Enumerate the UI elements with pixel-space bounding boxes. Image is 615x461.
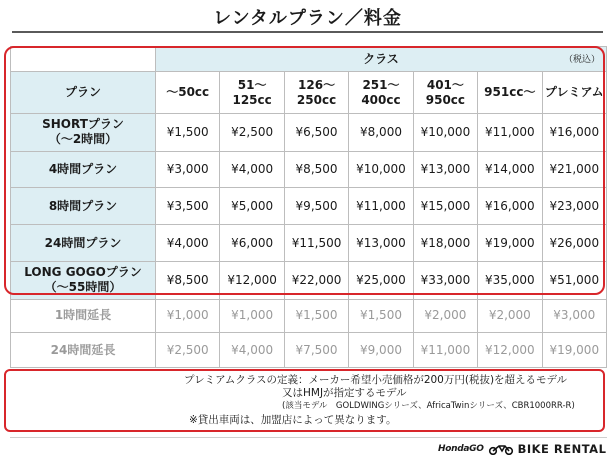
- plan-row: [11, 114, 607, 152]
- price-cell: ¥5,000: [220, 188, 284, 225]
- price-cell: ¥13,000: [413, 151, 477, 188]
- class-column-header: 251～ 400cc: [349, 72, 413, 114]
- price-cell: ¥19,000: [542, 333, 606, 368]
- price-cell: ¥9,000: [349, 333, 413, 368]
- price-cell: ¥13,000: [349, 225, 413, 262]
- title-underline: [12, 31, 603, 33]
- page-title: レンタルプラン／料金: [213, 8, 402, 29]
- class-column-header: 951cc～: [478, 72, 542, 114]
- price-cell: ¥11,000: [413, 333, 477, 368]
- class-header: [156, 47, 607, 72]
- price-cell: ¥33,000: [413, 261, 477, 299]
- class-column-header: 51～ 125cc: [220, 72, 284, 114]
- brand-logo: [438, 441, 606, 457]
- plan-label: 24時間プラン: [11, 225, 156, 262]
- extension-plan-label: 1時間延長: [11, 299, 156, 333]
- price-cell: ¥12,000: [478, 333, 542, 368]
- plan-row: [11, 261, 607, 299]
- price-cell: ¥4,000: [220, 333, 284, 368]
- price-cell: ¥10,000: [413, 114, 477, 152]
- price-cell: ¥25,000: [349, 261, 413, 299]
- price-cell: ¥16,000: [478, 188, 542, 225]
- price-cell: ¥1,000: [156, 299, 220, 333]
- price-cell: ¥1,500: [349, 299, 413, 333]
- price-cell: ¥8,500: [284, 151, 348, 188]
- hondago-logo-text: HondaGO: [438, 444, 484, 454]
- table-corner: [11, 47, 156, 72]
- price-cell: ¥4,000: [156, 225, 220, 262]
- footer-divider: [10, 437, 607, 438]
- price-cell: ¥22,000: [284, 261, 348, 299]
- price-cell: ¥11,000: [349, 188, 413, 225]
- class-column-header: プレミアム: [542, 72, 606, 114]
- price-cell: ¥15,000: [413, 188, 477, 225]
- price-cell: ¥51,000: [542, 261, 606, 299]
- price-cell: ¥3,500: [156, 188, 220, 225]
- price-cell: ¥9,500: [284, 188, 348, 225]
- price-cell: ¥1,500: [156, 114, 220, 152]
- price-cell: ¥23,000: [542, 188, 606, 225]
- price-cell: ¥18,000: [413, 225, 477, 262]
- price-cell: ¥21,000: [542, 151, 606, 188]
- plan-column-header: プラン: [11, 72, 156, 114]
- motorcycle-icon: [488, 443, 514, 455]
- plan-label: LONG GOGOプラン （～55時間）: [11, 261, 156, 299]
- plan-label: 4時間プラン: [11, 151, 156, 188]
- plan-row: [11, 225, 607, 262]
- plan-row: [11, 151, 607, 188]
- premium-definition-box: [4, 369, 605, 432]
- price-cell: ¥35,000: [478, 261, 542, 299]
- tax-note: （税込）: [563, 55, 600, 65]
- extension-row: [11, 299, 607, 333]
- price-cell: ¥2,000: [413, 299, 477, 333]
- price-cell: ¥1,500: [284, 299, 348, 333]
- price-cell: ¥26,000: [542, 225, 606, 262]
- price-cell: ¥7,500: [284, 333, 348, 368]
- price-cell: ¥8,500: [156, 261, 220, 299]
- premium-definition-label: プレミアムクラスの定義：: [184, 374, 309, 386]
- price-cell: ¥2,500: [220, 114, 284, 152]
- premium-definition-line2: 又はHMJが指定するモデル: [282, 387, 407, 399]
- premium-definition-models: (該当モデル GOLDWINGシリーズ、AfricaTwinシリーズ、CBR1000RR-R): [282, 401, 575, 411]
- premium-definition-line1: メーカー希望小売価格が200万円(税抜)を超えるモデル: [308, 374, 568, 386]
- price-cell: ¥1,000: [220, 299, 284, 333]
- class-column-header: 126～ 250cc: [284, 72, 348, 114]
- price-cell: ¥14,000: [478, 151, 542, 188]
- extension-plan-label: 24時間延長: [11, 333, 156, 368]
- price-cell: ¥3,000: [156, 151, 220, 188]
- price-cell: ¥8,000: [349, 114, 413, 152]
- price-cell: ¥12,000: [220, 261, 284, 299]
- price-cell: ¥16,000: [542, 114, 606, 152]
- plan-label: 8時間プラン: [11, 188, 156, 225]
- price-cell: ¥10,000: [349, 151, 413, 188]
- price-cell: ¥4,000: [220, 151, 284, 188]
- extension-row: [11, 333, 607, 368]
- rental-price-table: [10, 46, 607, 368]
- price-cell: ¥11,500: [284, 225, 348, 262]
- plan-row: [11, 188, 607, 225]
- bike-rental-brand-name: BIKE RENTAL: [517, 442, 607, 456]
- rental-vehicle-note: ※貸出車両は、加盟店によって異なります。: [189, 414, 397, 426]
- class-column-header: 401～ 950cc: [413, 72, 477, 114]
- price-cell: ¥11,000: [478, 114, 542, 152]
- price-cell: ¥2,500: [156, 333, 220, 368]
- price-cell: ¥6,000: [220, 225, 284, 262]
- class-column-header: ～50cc: [156, 72, 220, 114]
- plan-label: SHORTプラン （～2時間）: [11, 114, 156, 152]
- class-header-label: クラス: [363, 51, 399, 66]
- price-cell: ¥3,000: [542, 299, 606, 333]
- price-cell: ¥19,000: [478, 225, 542, 262]
- price-cell: ¥6,500: [284, 114, 348, 152]
- price-cell: ¥2,000: [478, 299, 542, 333]
